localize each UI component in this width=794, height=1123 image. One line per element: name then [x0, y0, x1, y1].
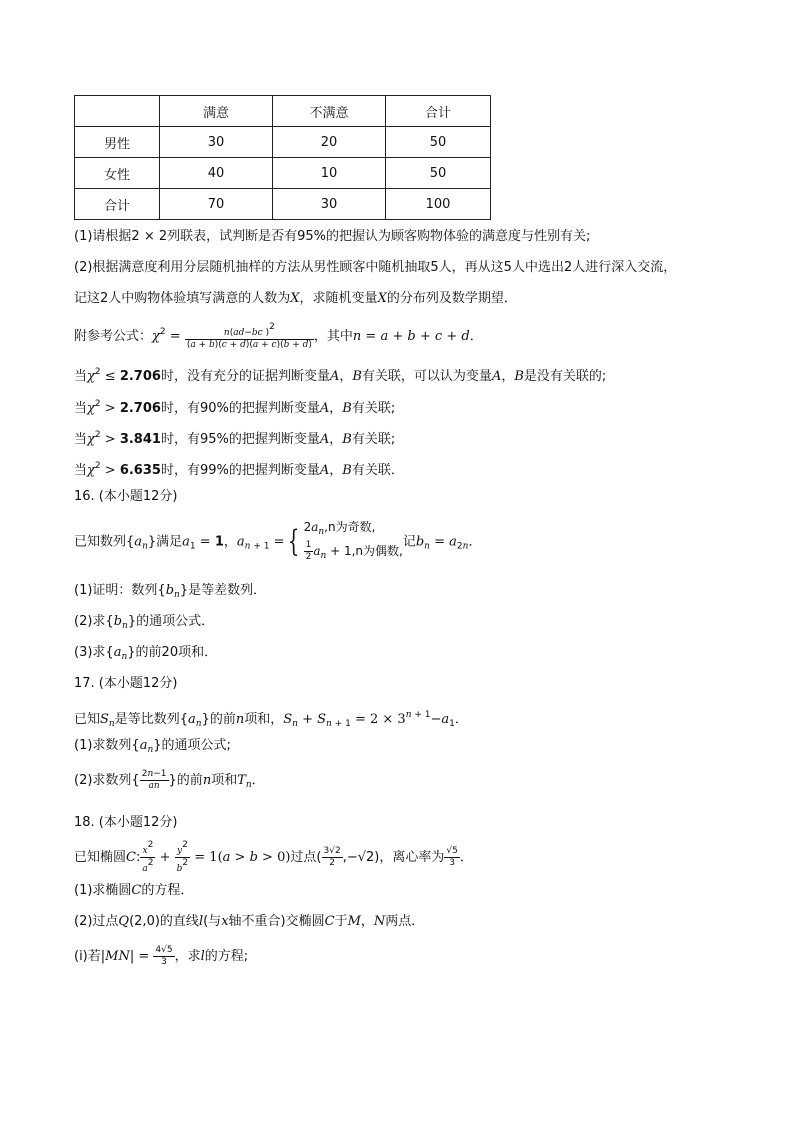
table-cell: 100 [386, 189, 491, 220]
table-cell: 10 [273, 158, 386, 189]
text: (ⅰ)若 [74, 949, 101, 964]
q15-criterion-1: 当$\chi^2 \le 2.706$时，没有充分的证据判断变量A，B有关联，可以认为变量A，B是没有关联的; [74, 367, 607, 384]
value: 6.635 [119, 463, 161, 478]
q18-heading: 18. (本小题12分) [74, 815, 178, 830]
text: 有关联; [351, 432, 396, 447]
text: (2)求数列 [74, 773, 132, 788]
text: 有关联． [351, 463, 404, 478]
q16-part3: (3)求$\{a_n\}$的前20项和． [74, 645, 218, 662]
text: 满足 [156, 534, 183, 550]
table-cell: 50 [386, 127, 491, 158]
text: 已知椭圆 [74, 850, 127, 865]
text: 已知数列 [74, 534, 127, 550]
text: 当 [74, 369, 88, 384]
text: 已知 [74, 712, 101, 727]
table-row [75, 158, 491, 189]
table-cell: 合计 [386, 96, 491, 127]
table-row [75, 189, 491, 220]
text: 当 [74, 432, 88, 447]
table-row [75, 127, 491, 158]
value: 3.841 [119, 432, 161, 447]
value: 2.706 [119, 369, 161, 384]
text: (与 [203, 914, 222, 929]
text: 记 [402, 534, 416, 550]
text: 的通项公式． [136, 614, 215, 629]
table-cell: 50 [386, 158, 491, 189]
text: 的前 [209, 712, 236, 727]
text: (1)证明：数列 [74, 583, 158, 598]
table-cell: 30 [160, 127, 273, 158]
text: 于 [334, 914, 348, 929]
text: 有关联; [351, 401, 396, 416]
text: 过点 [290, 850, 317, 865]
text: ，其中 [313, 329, 353, 344]
text: 当 [74, 401, 88, 416]
q17-part1: (1)求数列$\{a_n\}$的通项公式; [74, 738, 231, 755]
q17-stem: 已知$S_n$是等比数列$\{a_n\}$的前n项和，$S_n + S_{n + 1} = 2 \times 3^{n + 1}-a_1$． [74, 710, 468, 729]
table-cell: 30 [273, 189, 386, 220]
text: 的前 [176, 773, 203, 788]
text: 是没有关联的; [523, 369, 607, 384]
text: n为奇数, [328, 520, 376, 534]
text: n为偶数, [355, 544, 403, 558]
table-cell: 20 [273, 127, 386, 158]
q18-part3: (ⅰ)若|MN| = $\frac{4√5}{3}$ ，求l的方程; [74, 945, 249, 967]
q15-part2-line1: (2)根据满意度利用分层随机抽样的方法从男性顾客中随机抽取5人，再从这5人中选出2人进行深入交流， [74, 260, 677, 275]
q16-part2: (2)求$\{b_n\}$的通项公式． [74, 614, 215, 631]
q16-stem: 已知数列$\{a_n\}$满足$a_1 = 1$，$a_{n + 1}$ = { $2a_n,n$为奇数, $\frac{1}{2}$ $a_n + 1,n$为偶数, 记$b_n = a_{2n}$． [74, 520, 482, 562]
text: (1)求数列 [74, 738, 132, 753]
text: (1)求椭圆 [74, 883, 132, 898]
text: 是等比数列 [114, 712, 180, 727]
q18-part2: (2)过点Q(2,0)的直线l(与x轴不重合)交椭圆C于M，N两点． [74, 914, 425, 929]
text: 项和， [244, 712, 284, 727]
text: 时，有95%的把握判断变量 [160, 432, 320, 447]
text: (2)过点 [74, 914, 119, 929]
text: 的方程; [204, 949, 249, 964]
text: 的直线 [159, 914, 199, 929]
text: (3)求 [74, 645, 106, 660]
text: ，求随机变量 [299, 291, 378, 306]
table-cell [75, 96, 160, 127]
q15-criterion-4: 当$\chi^2 > 6.635$时，有99%的把握判断变量A，B有关联． [74, 461, 404, 478]
text: 的通项公式; [161, 738, 231, 753]
table-cell: 40 [160, 158, 273, 189]
q15-part1: (1)请根据2 × 2列联表，试判断是否有95%的把握认为顾客购物体验的满意度与性别有关; [74, 229, 591, 244]
q18-stem: 已知椭圆C: $\frac{x2}{a2}$ + $\frac{y2}{b2}$ = 1(a > b > 0)过点( $\frac{3√2}{2}$ ,−√2)，离心率为 $\frac{√5}{3}$ ． [74, 840, 473, 874]
text: (2)求 [74, 614, 106, 629]
chi-square-fraction: $\frac{n(ad-bc )2}{(a + b)(c + d)(a + c)(b + d)}$ [186, 322, 312, 350]
text: ，离心率为 [379, 850, 445, 865]
q15-criterion-3: 当$\chi^2 > 3.841$时，有95%的把握判断变量A，B有关联; [74, 430, 396, 447]
text: 项和 [211, 773, 238, 788]
value: 2.706 [119, 401, 161, 416]
q17-part2: (2)求数列{ $\frac{2n-1}{an}$ }的前n项和$T_n$． [74, 769, 265, 791]
text: 记这2人中购物体验填写满意的人数为 [74, 291, 291, 306]
text: 是等差数列． [188, 583, 267, 598]
table-cell: 男性 [75, 127, 160, 158]
text: 的前20项和． [135, 645, 218, 660]
text: 轴不重合)交椭圆 [228, 914, 325, 929]
text: 的分布列及数学期望． [386, 291, 517, 306]
table-cell: 合计 [75, 189, 160, 220]
text: ，求 [174, 949, 201, 964]
q17-heading: 17. (本小题12分) [74, 676, 178, 691]
text: 当 [74, 463, 88, 478]
table-cell: 70 [160, 189, 273, 220]
text: 时，有99%的把握判断变量 [160, 463, 320, 478]
q18-part1: (1)求椭圆C的方程． [74, 883, 194, 898]
table-cell: 满意 [160, 96, 273, 127]
text: 时，没有充分的证据判断变量 [160, 369, 330, 384]
q16-heading: 16. (本小题12分) [74, 489, 178, 504]
text: 两点． [385, 914, 425, 929]
text: 有关联，可以认为变量 [361, 369, 492, 384]
q15-criterion-2: 当$\chi^2 > 2.706$时，有90%的把握判断变量A，B有关联; [74, 399, 396, 416]
text: 附参考公式： [74, 329, 153, 344]
text: 时，有90%的把握判断变量 [160, 401, 320, 416]
table-header-row [75, 96, 491, 127]
table-cell: 不满意 [273, 96, 386, 127]
q15-part2-line2: 记这2人中购物体验填写满意的人数为X，求随机变量X的分布列及数学期望． [74, 291, 517, 306]
text: 的方程． [141, 883, 194, 898]
table-cell: 女性 [75, 158, 160, 189]
q15-formula: 附参考公式：$\chi^2$ = $\frac{n(ad-bc )2}{(a + b)(c + d)(a + c)(b + d)}$ ，其中n = a + b + c + d． [74, 322, 483, 350]
q16-part1: (1)证明：数列$\{b_n\}$是等差数列． [74, 583, 267, 600]
contingency-table [74, 95, 491, 220]
